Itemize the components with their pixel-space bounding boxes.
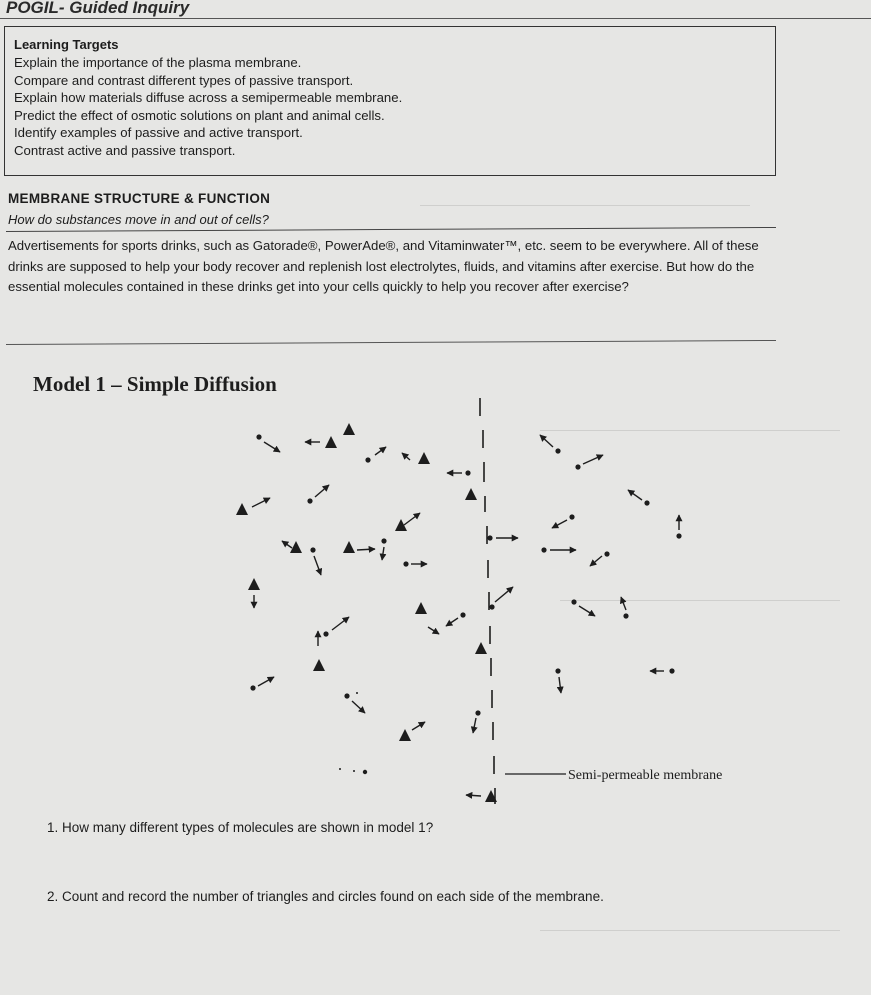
- learning-targets-list: [14, 54, 402, 159]
- intro-paragraph: Advertisements for sports drinks, such as Gatorade®, PowerAde®, and Vitaminwater™, etc. seem to be everywhere. All of these drinks are supposed to help your body recover and replenish lost electrolytes, fluids, and vitamins after exercise. But how do the essential molecules contained in these drinks get into your cells quickly to help you recover after exercise?: [8, 238, 759, 294]
- learning-target-item: Identify examples of passive and active transport.: [14, 125, 303, 140]
- membrane-label: Semi-permeable membrane: [568, 768, 723, 783]
- learning-target-item: Compare and contrast different types of passive transport.: [14, 72, 354, 88]
- question-1: 1. How many different types of molecules are shown in model 1?: [47, 820, 434, 835]
- triangle-molecules: [236, 423, 497, 802]
- membrane: [480, 398, 495, 804]
- model-title: Model 1 – Simple Diffusion: [33, 372, 277, 396]
- paragraph-rule: [6, 340, 776, 345]
- section-rule: [6, 227, 776, 232]
- learning-targets-title: Learning Targets: [14, 37, 119, 52]
- circle-molecules: [250, 434, 681, 774]
- diffusion-diagram: [0, 390, 871, 820]
- bleed-through-line: [420, 205, 750, 206]
- bleed-through-line: [540, 930, 840, 931]
- learning-target-item: Contrast active and passive transport.: [14, 142, 236, 158]
- learning-target-item: Predict the effect of osmotic solutions on plant and animal cells.: [14, 107, 385, 123]
- learning-target-item: Explain how materials diffuse across a semipermeable membrane.: [14, 90, 403, 105]
- section-question: How do substances move in and out of cells?: [8, 212, 269, 227]
- section-title: MEMBRANE STRUCTURE & FUNCTION: [8, 191, 271, 206]
- question-2: 2. Count and record the number of triangles and circles found on each side of the membrane.: [47, 889, 604, 904]
- learning-target-item: Explain the importance of the plasma membrane.: [14, 55, 302, 70]
- header-rule: [0, 18, 871, 19]
- page-header: POGIL- Guided Inquiry: [6, 0, 190, 17]
